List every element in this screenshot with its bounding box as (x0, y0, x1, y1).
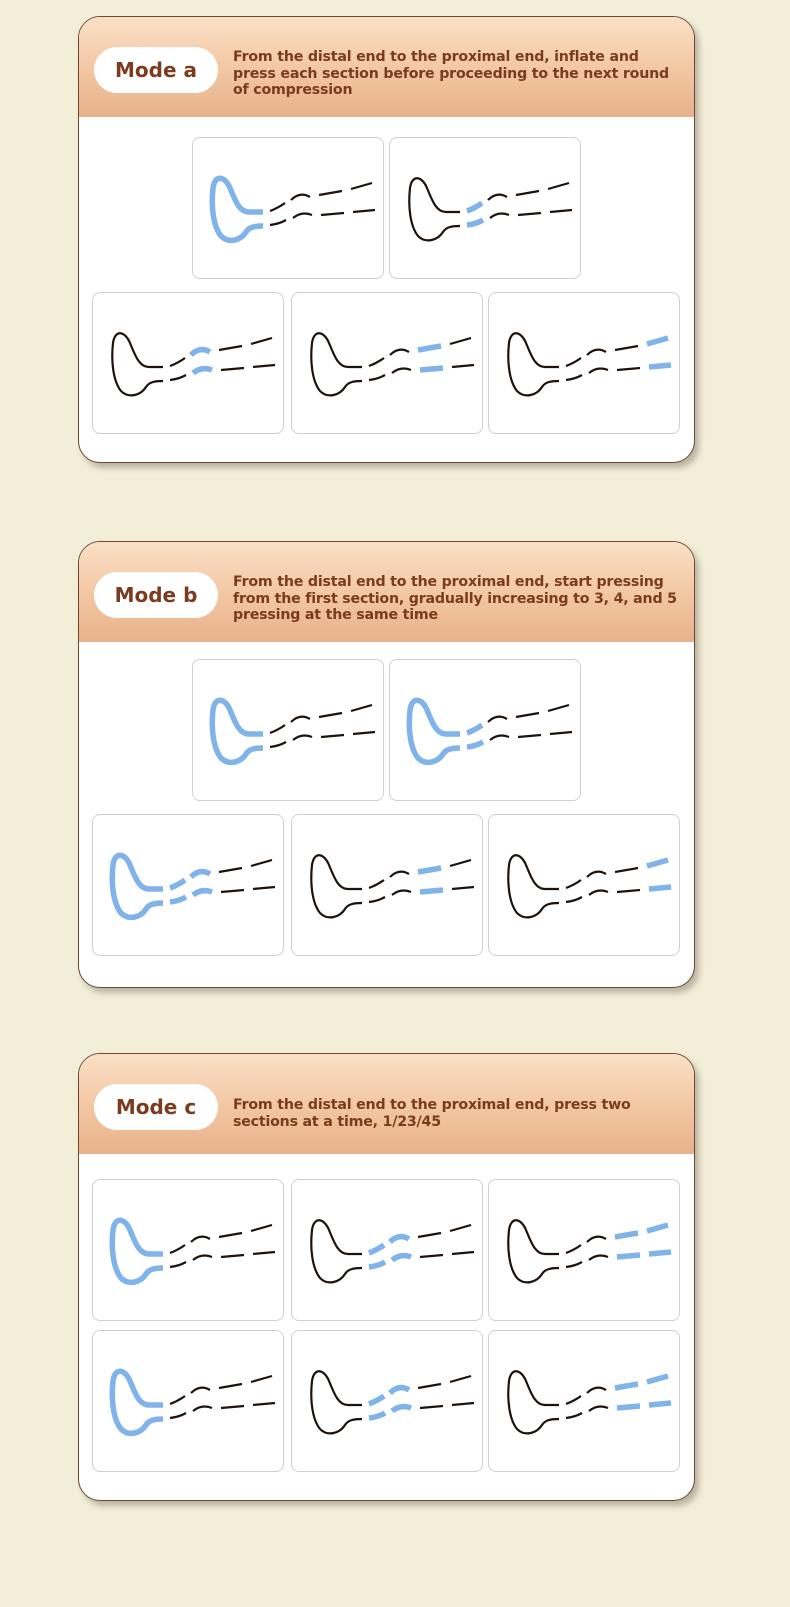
ankle-segment (170, 1413, 186, 1418)
knee-segment-active (191, 872, 210, 877)
ankle-segment-active (369, 1245, 384, 1253)
thigh-upper-segment (251, 860, 272, 866)
thigh-upper-segment (450, 338, 471, 344)
thigh-upper-segment (452, 887, 474, 889)
thigh-upper-segment-active (647, 860, 668, 866)
thigh-upper-segment (548, 705, 569, 711)
thigh-lower-segment (221, 368, 244, 370)
thigh-upper-segment-active (649, 1252, 671, 1254)
ankle-segment-active (467, 220, 483, 225)
thigh-lower-segment (418, 1233, 441, 1237)
knee-segment (291, 195, 310, 200)
foot-segment (409, 178, 460, 240)
ankle-segment (170, 1245, 185, 1253)
thigh-lower-segment (219, 1233, 242, 1237)
ankle-segment (270, 742, 286, 747)
ankle-segment (170, 1396, 185, 1404)
thigh-upper-segment (450, 1225, 471, 1231)
knee-segment (193, 1256, 212, 1260)
knee-segment (587, 350, 606, 355)
thigh-lower-segment (319, 191, 342, 195)
thigh-lower-segment (518, 213, 541, 215)
mode-a-panel-4 (291, 292, 483, 434)
ankle-segment (566, 897, 582, 902)
leg-diagram-icon (292, 1180, 482, 1320)
knee-segment (587, 1237, 606, 1242)
thigh-lower-segment (221, 890, 244, 892)
knee-segment-active (193, 369, 212, 373)
thigh-upper-segment (253, 887, 275, 889)
knee-segment (587, 872, 606, 877)
ankle-segment-active (170, 880, 185, 888)
thigh-lower-segment-active (418, 346, 441, 350)
knee-segment (191, 1237, 210, 1242)
thigh-upper-segment (251, 1225, 272, 1231)
ankle-segment (170, 358, 185, 366)
knee-segment (191, 1388, 210, 1393)
thigh-lower-segment (219, 868, 242, 872)
thigh-upper-segment (251, 1376, 272, 1382)
mode-b-panel-3 (92, 814, 284, 956)
foot-segment-active (212, 178, 263, 240)
knee-segment-active (390, 1388, 409, 1393)
mode-c-panel-6 (488, 1330, 680, 1472)
foot-segment-active (112, 1371, 163, 1433)
leg-diagram-icon (93, 1331, 283, 1471)
thigh-upper-segment-active (647, 338, 668, 344)
thigh-upper-segment-active (649, 887, 671, 889)
ankle-segment-active (170, 897, 186, 902)
leg-diagram-icon (93, 293, 283, 433)
thigh-upper-segment (452, 1252, 474, 1254)
knee-segment (392, 891, 411, 895)
ankle-segment-active (369, 1413, 385, 1418)
leg-diagram-icon (193, 660, 383, 800)
knee-segment (193, 1407, 212, 1411)
leg-diagram-icon (390, 138, 580, 278)
knee-segment (293, 736, 312, 740)
ankle-segment-active (467, 742, 483, 747)
leg-diagram-icon (489, 293, 679, 433)
ankle-segment-active (369, 1396, 384, 1404)
thigh-upper-segment (253, 365, 275, 367)
mode-c-label: Mode c (94, 1084, 218, 1130)
mode-a-header (79, 17, 694, 117)
ankle-segment (566, 1413, 582, 1418)
knee-segment-active (191, 350, 210, 355)
mode-b-description: From the distal end to the proximal end, start pressing from the first section, gradually increasing to 3, 4, and 5 pressing at the same time (233, 574, 677, 623)
leg-diagram-icon (292, 1331, 482, 1471)
ankle-segment (270, 203, 285, 211)
knee-segment (589, 369, 608, 373)
thigh-upper-segment (550, 732, 572, 734)
knee-segment-active (392, 1407, 411, 1411)
foot-segment (508, 333, 559, 395)
foot-segment (311, 855, 362, 917)
ankle-segment (170, 375, 186, 380)
foot-segment (508, 1220, 559, 1282)
leg-diagram-icon (292, 293, 482, 433)
foot-segment (508, 1371, 559, 1433)
mode-b-panel-4 (291, 814, 483, 956)
ankle-segment (369, 358, 384, 366)
ankle-segment (270, 725, 285, 733)
mode-c-header (79, 1054, 694, 1154)
leg-diagram-icon (292, 815, 482, 955)
mode-a-panel-5 (488, 292, 680, 434)
ankle-segment (566, 880, 581, 888)
foot-segment (311, 1371, 362, 1433)
knee-segment (488, 717, 507, 722)
knee-segment (490, 214, 509, 218)
ankle-segment (566, 358, 581, 366)
mode-c-panel-3 (488, 1179, 680, 1321)
mode-b-panel-2 (389, 659, 581, 801)
knee-segment (589, 891, 608, 895)
mode-c-panel-1 (92, 1179, 284, 1321)
leg-diagram-icon (489, 1331, 679, 1471)
thigh-lower-segment (219, 1384, 242, 1388)
thigh-upper-segment (351, 705, 372, 711)
knee-segment (488, 195, 507, 200)
thigh-upper-segment (253, 1403, 275, 1405)
thigh-upper-segment (253, 1252, 275, 1254)
leg-diagram-icon (93, 815, 283, 955)
mode-c-panel-2 (291, 1179, 483, 1321)
thigh-lower-segment (516, 191, 539, 195)
thigh-lower-segment-active (615, 1384, 638, 1388)
foot-segment-active (112, 1220, 163, 1282)
knee-segment (390, 872, 409, 877)
ankle-segment (369, 897, 385, 902)
thigh-upper-segment (452, 365, 474, 367)
thigh-lower-segment (221, 1406, 244, 1408)
thigh-lower-segment (617, 368, 640, 370)
mode-c-card (78, 1053, 695, 1501)
foot-segment-active (112, 855, 163, 917)
ankle-segment (369, 880, 384, 888)
leg-diagram-icon (390, 660, 580, 800)
foot-segment-active (409, 700, 460, 762)
mode-c-panel-5 (291, 1330, 483, 1472)
knee-segment (392, 369, 411, 373)
ankle-segment (566, 1396, 581, 1404)
mode-a-panel-3 (92, 292, 284, 434)
ankle-segment (566, 1245, 581, 1253)
thigh-lower-segment (516, 713, 539, 717)
mode-b-card (78, 541, 695, 988)
ankle-segment (566, 375, 582, 380)
foot-segment (112, 333, 163, 395)
thigh-upper-segment (452, 1403, 474, 1405)
thigh-lower-segment (319, 713, 342, 717)
foot-segment (508, 855, 559, 917)
mode-a-panel-1 (192, 137, 384, 279)
mode-a-label: Mode a (94, 47, 218, 93)
knee-segment (293, 214, 312, 218)
thigh-upper-segment (450, 1376, 471, 1382)
thigh-lower-segment-active (617, 1406, 640, 1408)
mode-a-panel-2 (389, 137, 581, 279)
thigh-upper-segment (450, 860, 471, 866)
thigh-lower-segment-active (420, 368, 443, 370)
thigh-lower-segment (321, 735, 344, 737)
mode-b-panel-5 (488, 814, 680, 956)
thigh-lower-segment (219, 346, 242, 350)
foot-segment (311, 1220, 362, 1282)
thigh-upper-segment-active (647, 1376, 668, 1382)
ankle-segment-active (467, 725, 482, 733)
thigh-lower-segment (615, 346, 638, 350)
leg-diagram-icon (93, 1180, 283, 1320)
mode-a-card (78, 16, 695, 463)
thigh-lower-segment (418, 1384, 441, 1388)
knee-segment (490, 736, 509, 740)
knee-segment (589, 1256, 608, 1260)
thigh-upper-segment (251, 338, 272, 344)
ankle-segment (270, 220, 286, 225)
knee-segment (390, 350, 409, 355)
thigh-upper-segment-active (649, 365, 671, 367)
mode-b-label: Mode b (94, 572, 218, 618)
thigh-lower-segment-active (617, 1255, 640, 1257)
foot-segment (311, 333, 362, 395)
thigh-lower-segment (221, 1255, 244, 1257)
ankle-segment-active (467, 203, 482, 211)
mode-a-description: From the distal end to the proximal end, inflate and press each section before proceeding to the next round of compression (233, 49, 669, 98)
thigh-lower-segment (518, 735, 541, 737)
thigh-lower-segment-active (420, 890, 443, 892)
leg-diagram-icon (489, 815, 679, 955)
thigh-upper-segment-active (649, 1403, 671, 1405)
thigh-lower-segment (617, 890, 640, 892)
knee-segment (291, 717, 310, 722)
knee-segment-active (390, 1237, 409, 1242)
thigh-lower-segment (321, 213, 344, 215)
knee-segment-active (392, 1256, 411, 1260)
thigh-upper-segment (353, 732, 375, 734)
thigh-lower-segment-active (418, 868, 441, 872)
mode-b-panel-1 (192, 659, 384, 801)
ankle-segment (170, 1262, 186, 1267)
thigh-lower-segment-active (615, 1233, 638, 1237)
leg-diagram-icon (193, 138, 383, 278)
thigh-upper-segment (353, 210, 375, 212)
ankle-segment-active (369, 1262, 385, 1267)
knee-segment-active (193, 891, 212, 895)
thigh-lower-segment (420, 1255, 443, 1257)
thigh-upper-segment (351, 183, 372, 189)
thigh-upper-segment (550, 210, 572, 212)
knee-segment (587, 1388, 606, 1393)
mode-b-header (79, 542, 694, 642)
thigh-lower-segment (615, 868, 638, 872)
mode-c-panel-4 (92, 1330, 284, 1472)
thigh-lower-segment (420, 1406, 443, 1408)
ankle-segment (566, 1262, 582, 1267)
knee-segment (589, 1407, 608, 1411)
leg-diagram-icon (489, 1180, 679, 1320)
foot-segment-active (212, 700, 263, 762)
thigh-upper-segment-active (647, 1225, 668, 1231)
thigh-upper-segment (548, 183, 569, 189)
ankle-segment (369, 375, 385, 380)
mode-c-description: From the distal end to the proximal end, press two sections at a time, 1/23/45 (233, 1097, 631, 1130)
